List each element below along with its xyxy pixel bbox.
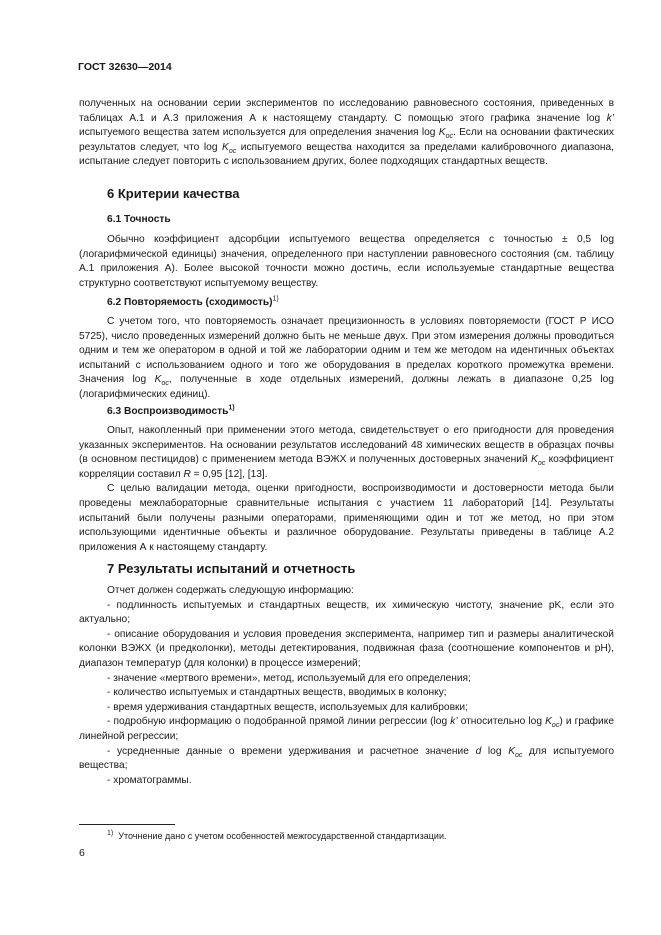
list-item: Отчет должен содержать следующую информацию: <box>107 585 354 596</box>
section-6-1-text: Обычно коэффициент адсорбции испытуемого вещества определяется с точностью ± 0,5 log (логарифмической единицы) значения, определенного при наступлении равновесного состояния (см. таблицу А.1 приложения А). Более высокой точности можно достичь, если используемые стандартные вещества структурно соответствуют испытуемому веществу. <box>79 234 614 289</box>
section-6-2-text: С учетом того, что повторяемость означает прецизионность в условиях повторяемости (ГОСТ Р ИСО 5725), число проведенных измерений должно быть не меньше двух. При этом измерения должны проводиться одним и тем же оператором в одной и той же лаборатории одним и тем же методом на идентичных объектах испытаний с использованием одного и того же оборудования в пределах короткого промежутка времени. Значения $\log K_{oc}$, полученные в ходе отдельных измерений, должны лежать в диапазоне 0,25 log (логарифмических единиц). <box>79 316 614 400</box>
section-6-3-title: 6.3 Воспроизводимость$^{1)}$ <box>107 404 235 417</box>
section-6-2-title: 6.2 Повторяемость (сходимость)$^{1)}$ <box>107 295 279 308</box>
list-item: - количество испытуемых и стандартных веществ, вводимых в колонку; <box>107 687 447 699</box>
list-item: - описание оборудования и условия проведения эксперимента, например тип и размеры аналитической колонки ВЭЖХ (и предколонки), методы детектирования, подвижная фаза (соотношение компонентов и pH), диапазон температур (для колонки) в процессе измерений; <box>79 628 614 669</box>
intro-paragraph: полученных на основании серии экспериментов по исследованию равновесного состояния, приведенных в таблицах А.1 и А.3 приложения А к настоящему стандарту. С помощью этого графика значение log k’ испытуемого вещества затем используется для определения значения $\log K_{oc}$. Если на основании фактических результатов следует, что $\log K_{oc}$ испытуемого вещества находится за пределами калибровочного диапазона, испытание следует повторить с использованием других, более подходящих стандартных веществ. <box>79 98 614 168</box>
footnote-divider <box>79 824 175 825</box>
list-item: - время удерживания стандартных веществ, используемых для калибровки; <box>107 701 468 713</box>
section-6-title: 6 Критерии качества <box>107 186 240 201</box>
section-6-3-text: Опыт, накопленный при применении этого метода, свидетельствует о его пригодности для проведения указанных экспериментов. На основании результатов исследований 48 химических веществ в образцах почвы (в основном пестицидов) с применением метода ВЭЖХ и полученных достоверных значений $K_{oc}$ коэффициент корреляции составил R = 0,95 [12], [13]. С целью валидации метода, оценки пригодности, воспроизводимости и достоверности метода были проведены межлабораторные сравнительные испытания с участием 11 лабораторий [14]. Результаты испытаний были получены разными операторами, применяющими один и тот же метод, но при этом использующими идентичные объекты и различное оборудование. Результаты приведены в таблице А.2 приложения А к настоящему стандарту. <box>79 425 614 553</box>
footnote: $^{1)}$ Уточнение дано с учетом особенностей межгосударственной стандартизации. <box>107 830 447 841</box>
section-7-title: 7 Результаты испытаний и отчетность <box>107 561 356 576</box>
list-item: - подлинность испытуемых и стандартных веществ, их химическую чистоту, значение pK, если это актуально; <box>79 599 614 626</box>
list-item: - хроматограммы. <box>107 774 192 786</box>
list-item: - подробную информацию о подобранной прямой линии регрессии (log k’ относительно $\log K_{oc}$) и графике линейной регрессии; <box>79 716 614 742</box>
page-number: 6 <box>79 847 85 859</box>
list-item: - значение «мертвого времени», метод, используемый для его определения; <box>107 672 471 684</box>
report-list <box>79 584 614 788</box>
section-6-1-title: 6.1 Точность <box>107 214 171 225</box>
document-header: ГОСТ 32630—2014 <box>78 61 172 73</box>
list-item: - усредненные данные о времени удерживания и расчетное значение d $\log K_{oc}$ для испытуемого вещества; <box>79 745 615 772</box>
